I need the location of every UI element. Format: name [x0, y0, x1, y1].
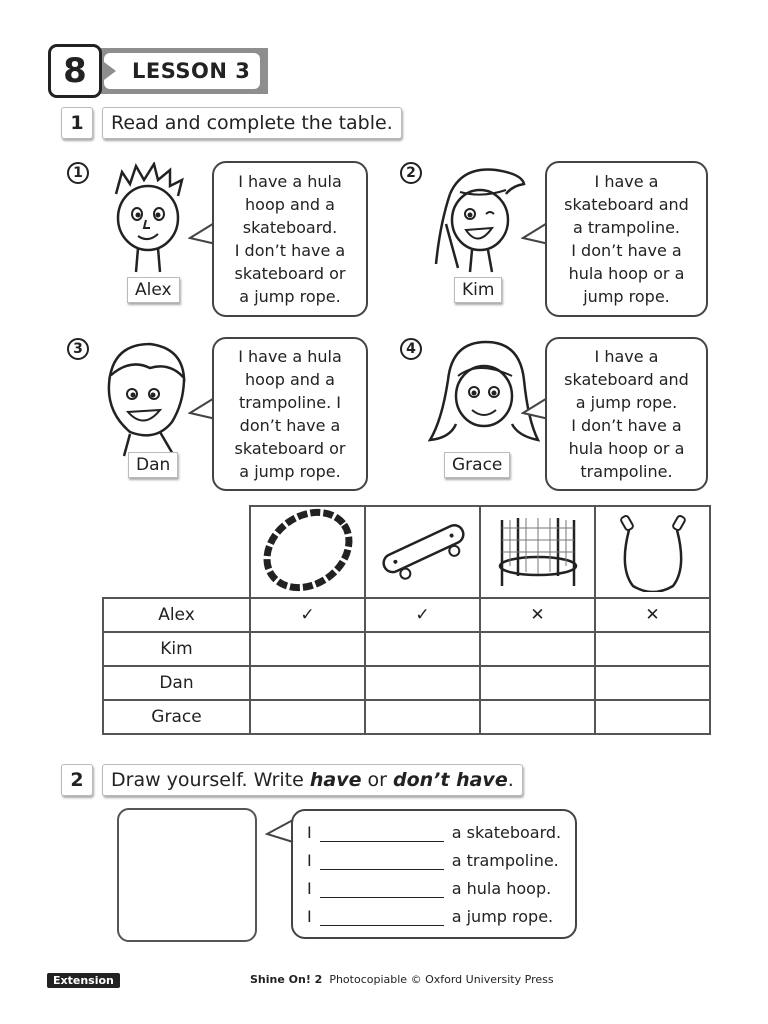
- speech-bubble-dan: I have a hula hoop and a trampoline. I don’t have a skateboard or a jump rope.: [212, 337, 368, 491]
- subject: I: [307, 907, 312, 926]
- lesson-title: LESSON 3: [104, 53, 260, 89]
- child-4-number: 4: [400, 338, 422, 360]
- activity-1-instruction: Read and complete the table.: [102, 107, 402, 139]
- activity-2-number: 2: [61, 764, 93, 796]
- lesson-notch: [104, 62, 116, 80]
- answer-blank[interactable]: [320, 883, 444, 898]
- child-2-number: 2: [400, 162, 422, 184]
- table-header-row: [103, 506, 710, 598]
- jump-rope-icon: [595, 506, 710, 598]
- answer-cell: ✓: [365, 598, 480, 632]
- table-row: [103, 598, 710, 632]
- row-name: Grace: [103, 700, 250, 734]
- table-row: [103, 666, 710, 700]
- answer-cell[interactable]: [595, 700, 710, 734]
- answer-cell[interactable]: [480, 700, 595, 734]
- word-have: have: [309, 769, 362, 791]
- answer-cell[interactable]: [595, 666, 710, 700]
- draw-yourself-box[interactable]: [117, 808, 257, 942]
- alex-face-icon: [108, 162, 188, 277]
- sentence-line: [307, 851, 559, 870]
- answer-blank[interactable]: [320, 827, 444, 842]
- answer-cell[interactable]: [365, 666, 480, 700]
- instruction-text: Draw yourself. Write: [111, 769, 310, 791]
- trampoline-icon: [480, 506, 595, 598]
- answer-cell[interactable]: [480, 666, 595, 700]
- answer-cell[interactable]: [365, 700, 480, 734]
- answer-cell[interactable]: [250, 632, 365, 666]
- instruction-or: or: [361, 769, 393, 791]
- sentence-line: [307, 907, 553, 926]
- speech-bubble-kim: I have a skateboard and a trampoline. I don’t have a hula hoop or a jump rope.: [545, 161, 708, 317]
- toys-table: [102, 505, 711, 735]
- activity-2-instruction: [102, 764, 523, 796]
- instruction-end: .: [507, 769, 514, 791]
- activity-1-number: 1: [61, 107, 93, 139]
- speech-bubble-grace: I have a skateboard and a jump rope. I don’t have a hula hoop or a trampoline.: [545, 337, 708, 491]
- table-corner: [103, 506, 250, 598]
- hula-hoop-icon: [250, 506, 365, 598]
- answer-blank[interactable]: [320, 911, 444, 926]
- subject: I: [307, 823, 312, 842]
- row-name: Kim: [103, 632, 250, 666]
- answer-cell[interactable]: [250, 666, 365, 700]
- skateboard-icon: [365, 506, 480, 598]
- child-3-number: 3: [67, 338, 89, 360]
- sentence-end: a jump rope.: [451, 907, 554, 926]
- child-name-alex: Alex: [127, 277, 180, 303]
- child-1-number: 1: [67, 162, 89, 184]
- copyright: Photocopiable © Oxford University Press: [329, 973, 554, 986]
- sentence-end: a hula hoop.: [451, 879, 552, 898]
- row-name: Alex: [103, 598, 250, 632]
- table-row: [103, 632, 710, 666]
- unit-number: 8: [48, 44, 102, 98]
- book-title: Shine On! 2: [250, 973, 323, 986]
- kim-face-icon: [432, 164, 527, 276]
- answer-cell: ✕: [480, 598, 595, 632]
- answer-cell: ✓: [250, 598, 365, 632]
- subject: I: [307, 879, 312, 898]
- sentence-line: [307, 879, 551, 898]
- sentence-line: [307, 823, 561, 842]
- write-sentences-bubble: [291, 809, 577, 939]
- sentence-end: a skateboard.: [451, 823, 562, 842]
- footer-credit: [250, 973, 554, 986]
- table-row: [103, 700, 710, 734]
- child-name-kim: Kim: [454, 277, 502, 303]
- sentence-end: a trampoline.: [451, 851, 559, 870]
- answer-cell[interactable]: [595, 632, 710, 666]
- answer-cell[interactable]: [480, 632, 595, 666]
- answer-cell: ✕: [595, 598, 710, 632]
- dan-face-icon: [100, 340, 190, 458]
- row-name: Dan: [103, 666, 250, 700]
- child-name-dan: Dan: [128, 452, 178, 478]
- speech-bubble-alex: I have a hula hoop and a skateboard. I don’t have a skateboard or a jump rope.: [212, 161, 368, 317]
- answer-cell[interactable]: [365, 632, 480, 666]
- extension-badge: Extension: [47, 973, 120, 988]
- answer-cell[interactable]: [250, 700, 365, 734]
- child-name-grace: Grace: [444, 452, 510, 478]
- subject: I: [307, 851, 312, 870]
- word-dont-have: don’t have: [392, 769, 508, 791]
- answer-blank[interactable]: [320, 855, 444, 870]
